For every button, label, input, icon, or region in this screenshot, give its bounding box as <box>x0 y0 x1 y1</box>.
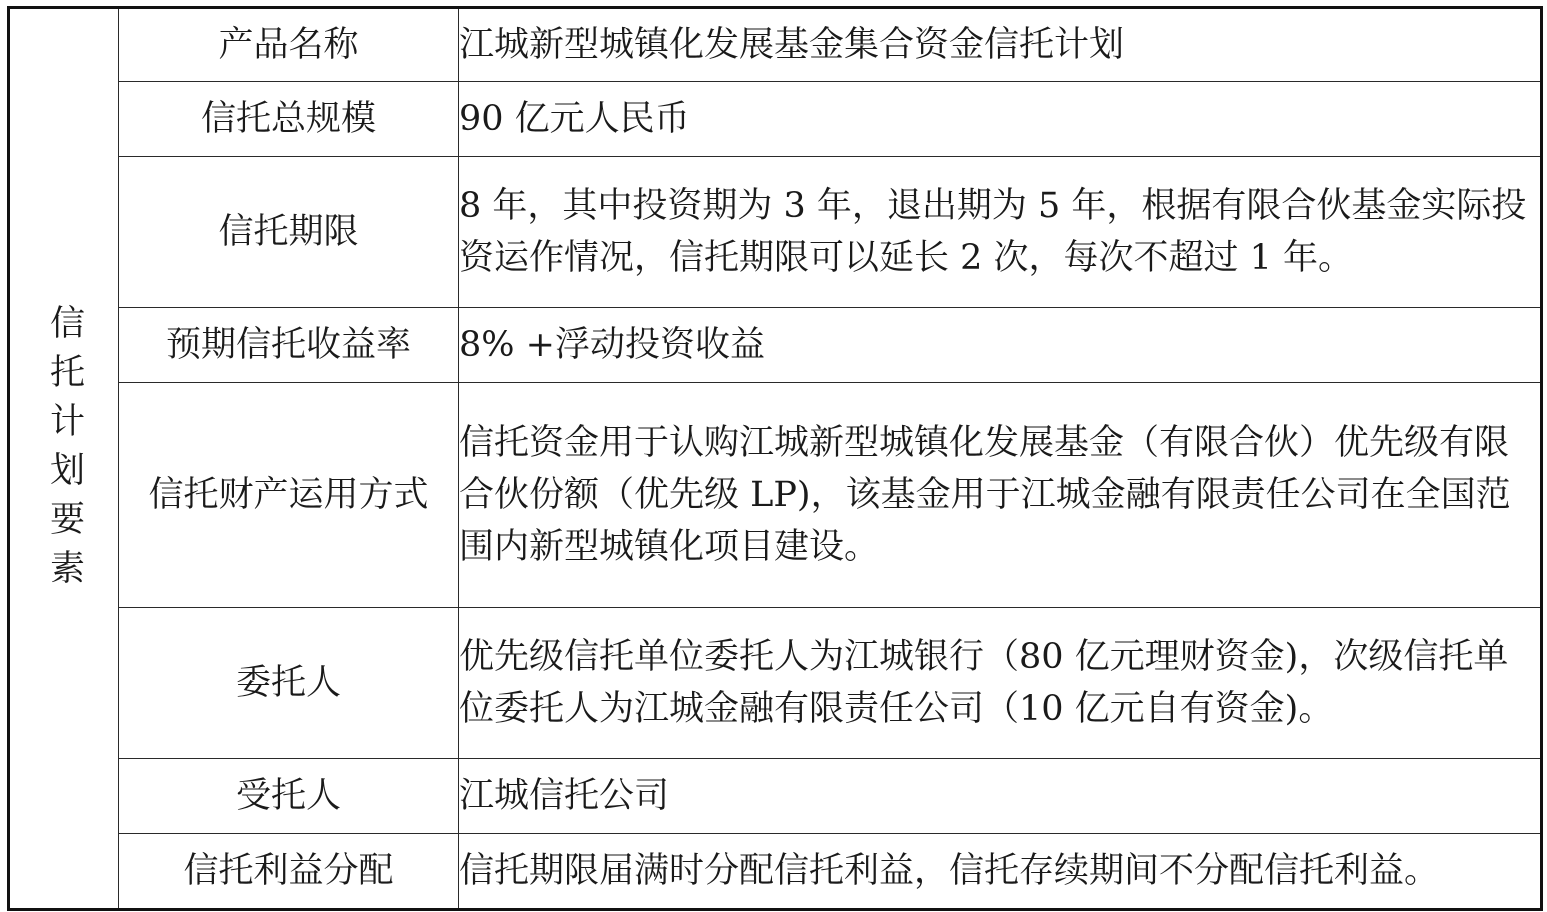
trust-plan-table <box>7 6 1543 911</box>
row-value: 江城新型城镇化发展基金集合资金信托计划 <box>459 8 1542 82</box>
row-label: 信托利益分配 <box>119 834 459 910</box>
row-value: 8% +浮动投资收益 <box>459 308 1542 383</box>
row-label: 受托人 <box>119 759 459 834</box>
row-label: 委托人 <box>119 608 459 759</box>
row-value: 90 亿元人民币 <box>459 82 1542 157</box>
table-row-term <box>9 157 1542 308</box>
table-row-distribution <box>9 834 1542 910</box>
row-label: 信托总规模 <box>119 82 459 157</box>
row-value: 江城信托公司 <box>459 759 1542 834</box>
row-value: 8 年，其中投资期为 3 年，退出期为 5 年，根据有限合伙基金实际投资运作情况，信托期限可以延长 2 次，每次不超过 1 年。 <box>459 157 1542 308</box>
table-row-product-name <box>9 8 1542 82</box>
group-label: 信托计划要素 <box>44 304 85 598</box>
row-label: 产品名称 <box>119 8 459 82</box>
table-row-use-of-funds <box>9 383 1542 608</box>
row-value: 优先级信托单位委托人为江城银行（80 亿元理财资金)，次级信托单位委托人为江城金融有限责任公司（10 亿元自有资金)。 <box>459 608 1542 759</box>
table-row-expected-yield <box>9 308 1542 383</box>
group-label-cell <box>9 8 119 910</box>
row-value: 信托资金用于认购江城新型城镇化发展基金（有限合伙）优先级有限合伙份额（优先级 LP)，该基金用于江城金融有限责任公司在全国范围内新型城镇化项目建设。 <box>459 383 1542 608</box>
row-label: 信托财产运用方式 <box>119 383 459 608</box>
row-value: 信托期限届满时分配信托利益，信托存续期间不分配信托利益。 <box>459 834 1542 910</box>
table-row-trustor <box>9 608 1542 759</box>
table-row-total-scale <box>9 82 1542 157</box>
row-label: 预期信托收益率 <box>119 308 459 383</box>
row-label: 信托期限 <box>119 157 459 308</box>
table-row-trustee <box>9 759 1542 834</box>
